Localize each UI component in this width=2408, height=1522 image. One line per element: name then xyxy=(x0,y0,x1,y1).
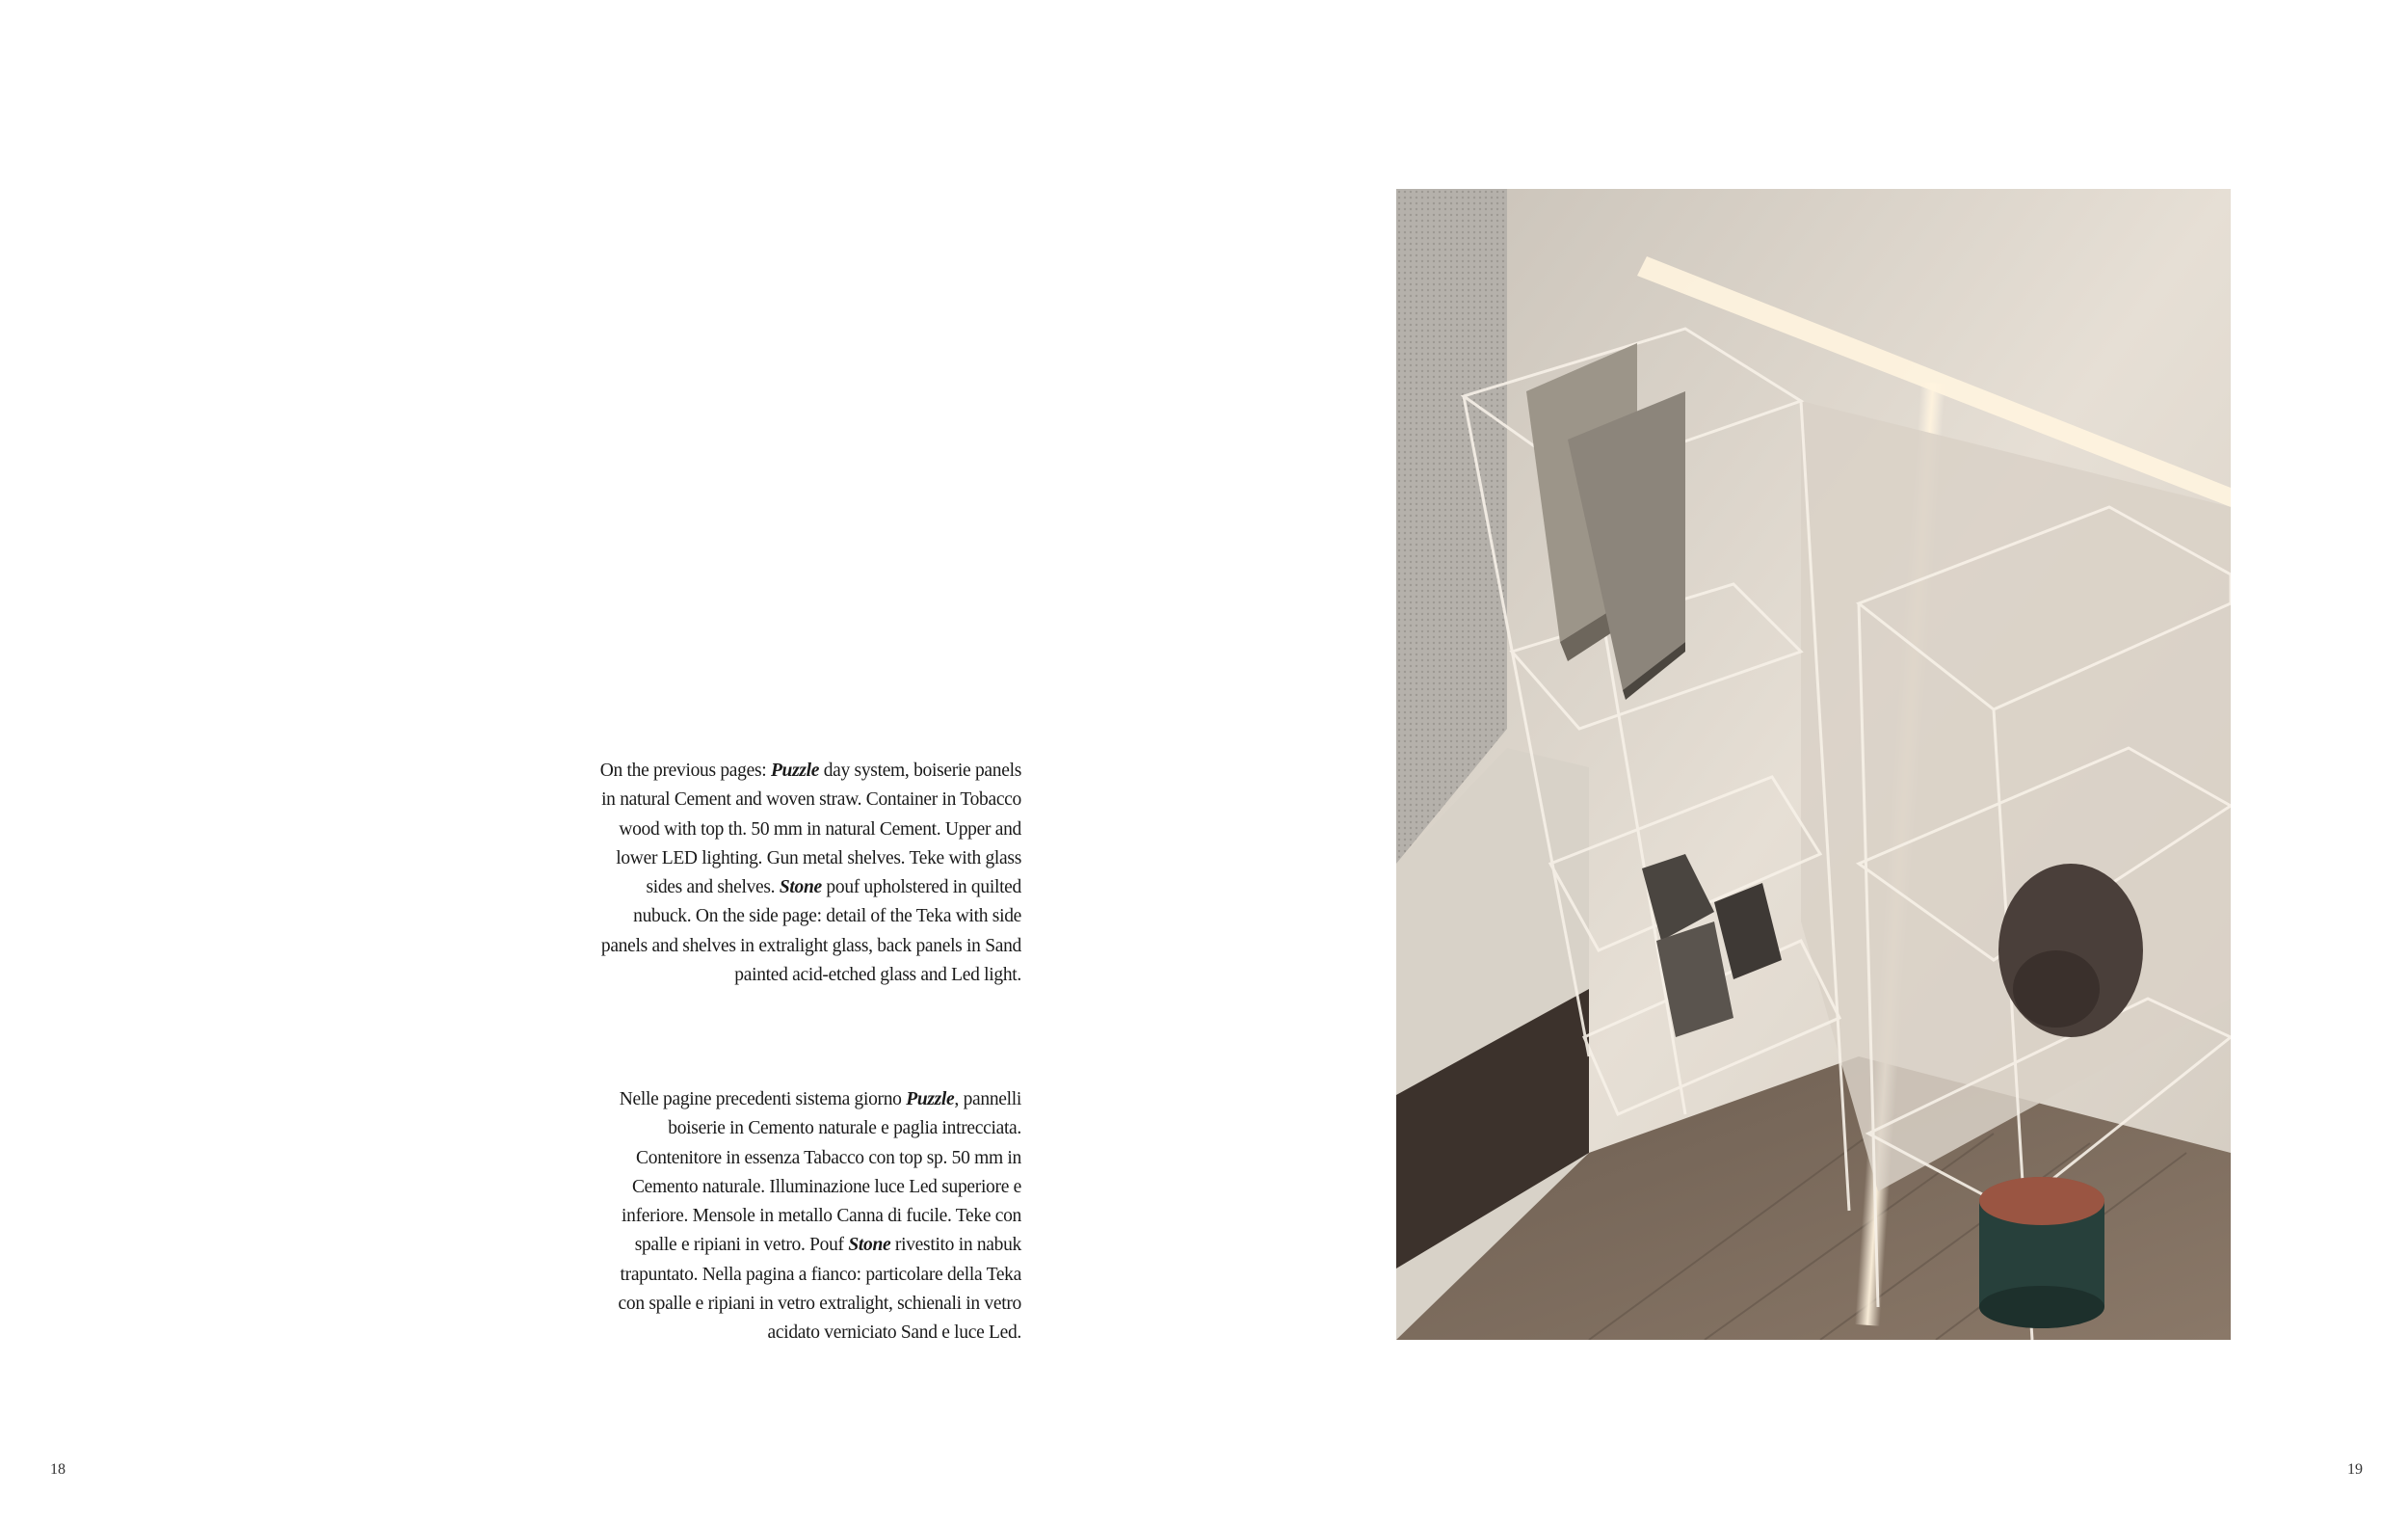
caption-en-product-stone: Stone xyxy=(779,877,822,898)
caption-it-product-puzzle: Puzzle xyxy=(906,1089,955,1109)
caption-en-product-puzzle: Puzzle xyxy=(770,761,820,781)
caption-italian xyxy=(597,1085,1021,1348)
caption-en-text-2: day system, boiserie panels in natural Cement and woven straw. Container in Tobacco wood with top th. 50 mm in natural Cement. Upper and lower LED lighting. Gun metal shelves. Teke with glass sides and shelves. xyxy=(601,761,1021,898)
caption-en-text-1: On the previous pages: xyxy=(599,761,771,781)
caption-it-text-1: Nelle pagine precedenti sistema giorno xyxy=(619,1089,907,1109)
caption-en-text-3: pouf upholstered in quilted nubuck. On the side page: detail of the Teka with side panels and shelves in extralight glass, back panels in Sand painted acid-etched glass and Led light. xyxy=(600,877,1021,986)
caption-it-text-2: , pannelli boiserie in Cemento naturale e paglia intrecciata. Contenitore in essenza Tabacco con top sp. 50 mm in Cemento naturale. Illuminazione luce Led superiore e inferiore. Mensole in metallo Canna di fucile. Teke con spalle e ripiani in vetro. Pouf xyxy=(622,1089,1021,1256)
page-number-left: 18 xyxy=(50,1461,66,1478)
page-number-right: 19 xyxy=(2347,1461,2363,1478)
glass-bookcase-photo xyxy=(1396,189,2231,1340)
caption-english xyxy=(597,757,1021,990)
caption-it-text-3: rivestito in nabuk trapuntato. Nella pagina a fianco: particolare della Teka con spalle e ripiani in vetro extralight, schienali in vetro acidato verniciato Sand e luce Led. xyxy=(618,1235,1021,1344)
caption-it-product-stone: Stone xyxy=(848,1235,891,1256)
